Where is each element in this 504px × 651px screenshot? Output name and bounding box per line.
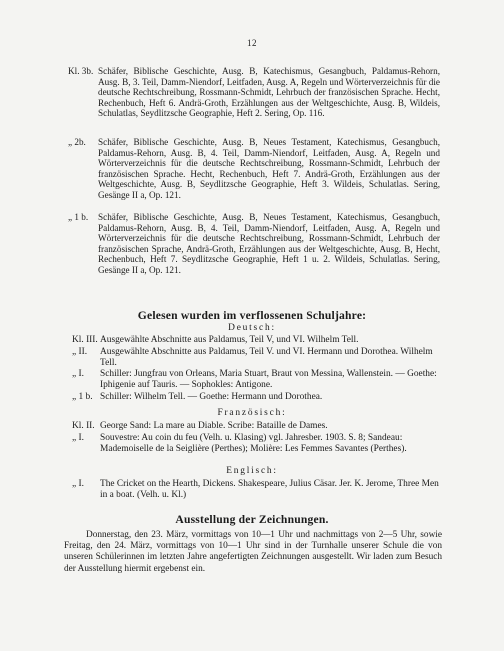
german-heading: Deutsch: xyxy=(228,323,276,333)
english-heading: Englisch: xyxy=(226,466,278,476)
reading-text: Ausgewählte Abschnitte aus Paldamus, Teil V. und VI. Hermann und Dorothea. Wilhelm Tell. xyxy=(100,347,433,368)
french-heading: Französisch: xyxy=(217,408,287,418)
reading-text: Schiller: Jungfrau von Orleans, Maria Stuart, Braut von Messina, Wallenstein. — Goethe: Iphigenie auf Tauris. — Sophokles: Antigone. xyxy=(100,369,437,390)
class-marker: „ I. xyxy=(72,369,84,379)
book-list-entry-2b xyxy=(68,137,440,201)
class-marker: „ 1 b. xyxy=(68,212,89,222)
section-title-reading: Gelesen wurden im verflossenen Schuljahre: xyxy=(137,309,367,322)
class-marker: „ II. xyxy=(72,347,88,357)
book-list-text: Schäfer, Biblische Geschichte, Ausg. B, Neues Testament, Katechismus, Gesangbuch, Paldamus-Rehorn, Ausg. B, 4. Teil, Damm-Niendorf, Leitfaden, Ausg. A, Regeln und Wörterverzeichnis für die deutsche Rechtschreibung, Rossmann-Schmidt, Lehrbuch der französischen Sprache, Andrä-Groth, Erzählungen aus der Weltgeschichte, Ausg. B, Hecht, Rechenbuch, Heft 7. Seydlitzsche Geographie, Heft 1 u. 2. Wildeis, Schulatlas. Sering, Gesänge II a, Op. 121. xyxy=(98,212,440,275)
reading-text: The Cricket on the Hearth, Dickens. Shakespeare, Julius Cäsar. Jer. K. Jerome, Three Men in a boat. (Velh. u. Kl.) xyxy=(100,479,439,500)
page-number: 12 xyxy=(247,38,257,48)
class-marker: „ 1 b. xyxy=(72,392,93,402)
book-list-text: Schäfer, Biblische Geschichte, Ausg. B, Katechismus, Gesangbuch, Paldamus-Rehorn, Ausg. B, 3. Teil, Damm-Niendorf, Leitfaden, Ausg. A, Regeln und Wörterverzeichnis für die deutsche Rechtschreibung, Rossmann-Schmidt, Lehrbuch der französischen Sprache. Hecht, Rechenbuch, Heft 6. Andrä-Groth, Erzählungen aus der Weltgeschichte, Ausg. B, Wildeis, Schulatlas, Seydlitzsche Geographie, Heft 2. Sering, Op. 116. xyxy=(98,66,440,119)
class-marker: Kl. II. xyxy=(72,421,95,431)
reading-row xyxy=(72,421,440,432)
reading-row xyxy=(72,392,440,403)
reading-text: George Sand: La mare au Diable. Scribe: Bataille de Dames. xyxy=(100,421,328,431)
reading-text: Ausgewählte Abschnitte aus Paldamus, Teil V, und VI. Wilhelm Tell. xyxy=(100,335,359,345)
reading-row xyxy=(72,347,440,369)
book-list-entry-1b xyxy=(68,212,440,276)
class-marker: „ I. xyxy=(72,479,84,489)
exhibition-paragraph: Donnerstag, den 23. März, vormittags von 10—1 Uhr und nachmittags von 2—5 Uhr, sowie Freitag, den 24. März, vormittags von 10—1 Uhr sind in der Turnhalle unserer Schule die von unseren Schülerinnen im letzten Jahre angefertigten Zeichnungen ausgestellt. Wir laden zum Besuch der Ausstellung hiermit ergebenst ein. xyxy=(64,530,442,574)
reading-row xyxy=(72,433,440,455)
reading-row xyxy=(72,335,440,346)
class-marker: „ 2b. xyxy=(68,137,86,147)
class-marker: Kl. III. xyxy=(72,335,98,345)
reading-row xyxy=(72,479,440,501)
book-list-text: Schäfer, Biblische Geschichte, Ausg. B, Neues Testament, Katechismus, Gesangbuch, Paldamus-Rehorn, Ausg. B, 4. Teil, Damm-Niendorf, Leitfaden, Ausg. A, Regeln und Wörterverzeichnis für die deutsche Rechtschreibung, Rossmann-Schmidt, Lehrbuch der französischen Sprache. Hecht, Rechenbuch, Heft 7. Andrä-Groth, Erzählungen aus der Weltgeschichte, Ausg. B, Seydlitzsche Geographie, Heft 3. Wildeis, Schulatlas. Sering, Gesänge II a, Op. 121. xyxy=(98,137,440,200)
section-title-exhibition: Ausstellung der Zeichnungen. xyxy=(175,513,329,526)
class-marker: Kl. 3b. xyxy=(68,66,94,76)
reading-row xyxy=(72,369,440,391)
book-list-entry-3b xyxy=(68,66,440,119)
reading-text: Schiller: Wilhelm Tell. — Goethe: Hermann und Dorothea. xyxy=(100,392,323,402)
class-marker: „ I. xyxy=(72,433,84,443)
reading-text: Souvestre: Au coin du feu (Velh. u. Klasing) vgl. Jahresber. 1903. S. 8; Sandeau: Mademoiselle de la Seiglière (Perthes); Molière: Les Femmes Savantes (Perthes). xyxy=(100,433,407,454)
